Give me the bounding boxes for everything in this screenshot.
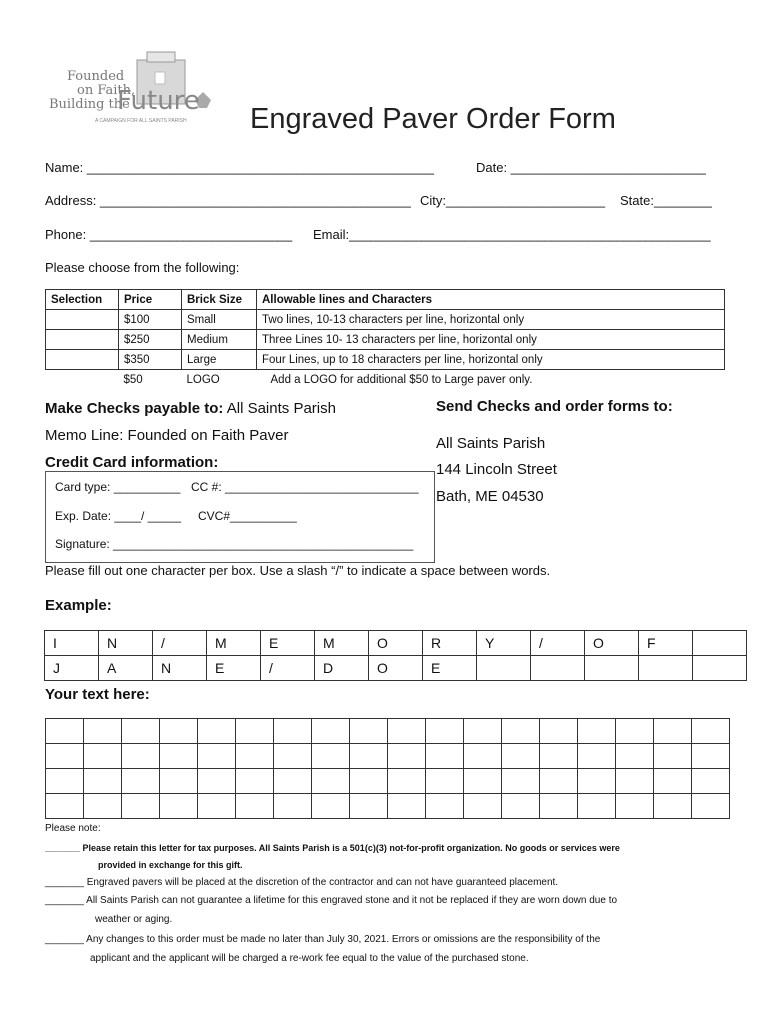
- checks-value: All Saints Parish: [226, 400, 336, 417]
- character-box[interactable]: [654, 744, 692, 769]
- character-box[interactable]: [464, 794, 502, 819]
- your-text-heading: Your text here:: [45, 686, 150, 703]
- character-box[interactable]: [502, 794, 540, 819]
- example-cell: A: [99, 656, 153, 681]
- header-allowable: Allowable lines and Characters: [257, 290, 725, 310]
- character-box[interactable]: [540, 794, 578, 819]
- example-grid: [44, 630, 747, 681]
- logo-line1: Founded: [67, 69, 125, 84]
- example-cell: [477, 656, 531, 681]
- character-box[interactable]: [122, 769, 160, 794]
- example-cell: /: [153, 631, 207, 656]
- character-box[interactable]: [46, 744, 84, 769]
- name-field[interactable]: Name: ________________________________________________: [45, 160, 434, 175]
- table-row: [46, 370, 725, 390]
- character-box[interactable]: [350, 719, 388, 744]
- state-field[interactable]: State:________: [620, 193, 712, 208]
- character-box[interactable]: [274, 719, 312, 744]
- address-field[interactable]: Address: ___________________________________________: [45, 193, 411, 208]
- character-box[interactable]: [46, 769, 84, 794]
- character-box[interactable]: [616, 719, 654, 744]
- character-box[interactable]: [198, 744, 236, 769]
- table-header-row: [46, 290, 725, 310]
- character-box[interactable]: [692, 744, 730, 769]
- character-box[interactable]: [388, 769, 426, 794]
- desc-cell: Three Lines 10- 13 characters per line, horizontal only: [257, 330, 725, 350]
- character-box[interactable]: [464, 744, 502, 769]
- character-box[interactable]: [198, 794, 236, 819]
- character-box[interactable]: [654, 794, 692, 819]
- desc-cell: Add a LOGO for additional $50 to Large paver only.: [270, 373, 533, 386]
- selection-cell-small[interactable]: [46, 310, 119, 330]
- example-heading: Example:: [45, 597, 112, 614]
- selection-cell-large[interactable]: [46, 350, 119, 370]
- your-text-row: [46, 769, 730, 794]
- character-box[interactable]: [198, 719, 236, 744]
- example-cell: R: [423, 631, 477, 656]
- signature-field[interactable]: Signature: _____________________________________________: [55, 537, 414, 551]
- example-cell: [639, 656, 693, 681]
- character-box[interactable]: [236, 744, 274, 769]
- price-cell: $50: [123, 373, 143, 386]
- price-cell: $100: [119, 310, 182, 330]
- your-text-row: [46, 794, 730, 819]
- desc-cell: Four Lines, up to 18 characters per line, horizontal only: [257, 350, 725, 370]
- character-box[interactable]: [122, 744, 160, 769]
- note-3-cont: weather or aging.: [95, 914, 173, 925]
- character-box[interactable]: [578, 769, 616, 794]
- price-cell: $250: [119, 330, 182, 350]
- example-cell: [531, 656, 585, 681]
- character-box[interactable]: [692, 719, 730, 744]
- example-cell: /: [261, 656, 315, 681]
- character-box[interactable]: [502, 769, 540, 794]
- logo-line2: on Faith,: [77, 83, 136, 98]
- memo-line: Memo Line: Founded on Faith Paver: [45, 427, 289, 444]
- example-cell: [585, 656, 639, 681]
- send-heading: Send Checks and order forms to:: [436, 398, 673, 415]
- table-row: [46, 310, 725, 330]
- table-row: [46, 350, 725, 370]
- character-box[interactable]: [388, 719, 426, 744]
- price-cell: $350: [119, 350, 182, 370]
- note-1: _______ Please retain this letter for tax purposes. All Saints Parish is a 501(c)(3) not-for-profit organization. No goods or services were: [45, 843, 620, 853]
- character-box[interactable]: [160, 719, 198, 744]
- character-box[interactable]: [654, 719, 692, 744]
- character-box[interactable]: [84, 769, 122, 794]
- email-field[interactable]: Email:__________________________________________________: [313, 227, 711, 242]
- character-box[interactable]: [502, 719, 540, 744]
- note-4: _______ Any changes to this order must be made no later than July 30, 2021. Errors or omissions are the responsibility of the: [45, 934, 601, 945]
- your-text-grid: [45, 718, 730, 819]
- character-box[interactable]: [350, 744, 388, 769]
- example-cell: N: [99, 631, 153, 656]
- your-text-row: [46, 744, 730, 769]
- character-box[interactable]: [464, 769, 502, 794]
- notes-heading: Please note:: [45, 823, 101, 834]
- character-box[interactable]: [692, 794, 730, 819]
- example-cell: N: [153, 656, 207, 681]
- desc-cell: Two lines, 10-13 characters per line, horizontal only: [257, 310, 725, 330]
- cc-heading: Credit Card information:: [45, 454, 219, 471]
- example-cell: [693, 656, 747, 681]
- note-2: _______ Engraved pavers will be placed at the discretion of the contractor and can not have guaranteed placement.: [45, 877, 559, 888]
- send-line2: 144 Lincoln Street: [436, 461, 557, 478]
- character-box[interactable]: [312, 769, 350, 794]
- example-cell: J: [45, 656, 99, 681]
- character-box[interactable]: [312, 744, 350, 769]
- example-cell: /: [531, 631, 585, 656]
- page-title: Engraved Paver Order Form: [250, 103, 616, 135]
- character-box[interactable]: [160, 769, 198, 794]
- character-box[interactable]: [84, 744, 122, 769]
- example-cell: [693, 631, 747, 656]
- example-cell: E: [423, 656, 477, 681]
- header-brick-size: Brick Size: [182, 290, 257, 310]
- note-3: _______ All Saints Parish can not guarantee a lifetime for this engraved stone and it not be replaced if they are worn down due to: [45, 895, 618, 906]
- character-box[interactable]: [312, 719, 350, 744]
- character-box[interactable]: [350, 794, 388, 819]
- note-4-cont: applicant and the applicant will be charged a re-work fee equal to the value of the purchased stone.: [90, 953, 529, 964]
- selection-cell-medium[interactable]: [46, 330, 119, 350]
- character-box[interactable]: [84, 719, 122, 744]
- choose-label: Please choose from the following:: [45, 260, 240, 275]
- example-cell: E: [261, 631, 315, 656]
- character-box[interactable]: [426, 719, 464, 744]
- example-cell: I: [45, 631, 99, 656]
- character-box[interactable]: [578, 794, 616, 819]
- note-1-cont: provided in exchange for this gift.: [98, 860, 243, 870]
- character-box[interactable]: [46, 794, 84, 819]
- city-field[interactable]: City:______________________: [420, 193, 606, 208]
- character-box[interactable]: [122, 794, 160, 819]
- send-line1: All Saints Parish: [436, 435, 546, 452]
- table-row: [46, 330, 725, 350]
- example-cell: Y: [477, 631, 531, 656]
- logo-tagline: A CAMPAIGN FOR ALL SAINTS PARISH: [95, 118, 187, 124]
- character-box[interactable]: [578, 719, 616, 744]
- checks-line: [45, 400, 336, 417]
- character-box[interactable]: [312, 794, 350, 819]
- size-cell: Small: [182, 310, 257, 330]
- character-box[interactable]: [46, 719, 84, 744]
- character-box[interactable]: [540, 719, 578, 744]
- character-box[interactable]: [426, 769, 464, 794]
- character-box[interactable]: [274, 769, 312, 794]
- character-box[interactable]: [388, 744, 426, 769]
- character-box[interactable]: [160, 744, 198, 769]
- logo: [45, 50, 220, 130]
- character-box[interactable]: [540, 744, 578, 769]
- character-box[interactable]: [502, 744, 540, 769]
- character-box[interactable]: [198, 769, 236, 794]
- size-cell: LOGO: [186, 373, 220, 386]
- card-type-field[interactable]: Card type: __________: [55, 480, 181, 494]
- example-cell: M: [315, 631, 369, 656]
- example-cell: D: [315, 656, 369, 681]
- example-cell: F: [639, 631, 693, 656]
- character-box[interactable]: [388, 794, 426, 819]
- example-cell: O: [585, 631, 639, 656]
- character-box[interactable]: [160, 794, 198, 819]
- character-box[interactable]: [616, 769, 654, 794]
- example-row-2: [45, 656, 747, 681]
- character-box[interactable]: [274, 794, 312, 819]
- phone-field[interactable]: Phone: ____________________________: [45, 227, 293, 242]
- exp-date-field[interactable]: Exp. Date: ____/ _____: [55, 509, 182, 523]
- your-text-row: [46, 719, 730, 744]
- date-field[interactable]: Date: ___________________________: [476, 160, 706, 175]
- logo-future: Future: [117, 86, 200, 116]
- character-box[interactable]: [236, 769, 274, 794]
- selection-table: [45, 289, 725, 389]
- character-box[interactable]: [274, 744, 312, 769]
- character-box[interactable]: [654, 769, 692, 794]
- character-box[interactable]: [540, 769, 578, 794]
- size-cell: Medium: [182, 330, 257, 350]
- character-box[interactable]: [84, 794, 122, 819]
- character-box[interactable]: [692, 769, 730, 794]
- example-cell: E: [207, 656, 261, 681]
- character-box[interactable]: [426, 744, 464, 769]
- example-cell: M: [207, 631, 261, 656]
- character-box[interactable]: [236, 719, 274, 744]
- example-row-1: [45, 631, 747, 656]
- size-cell: Large: [182, 350, 257, 370]
- logo-line3: Building the: [49, 97, 130, 112]
- send-line3: Bath, ME 04530: [436, 488, 544, 505]
- selection-cell-logo[interactable]: [46, 370, 119, 390]
- instructions: Please fill out one character per box. Use a slash “/” to indicate a space between words.: [45, 563, 551, 578]
- character-box[interactable]: [578, 744, 616, 769]
- header-selection: Selection: [46, 290, 119, 310]
- example-cell: O: [369, 631, 423, 656]
- character-box[interactable]: [616, 794, 654, 819]
- character-box[interactable]: [426, 794, 464, 819]
- character-box[interactable]: [350, 769, 388, 794]
- example-cell: O: [369, 656, 423, 681]
- character-box[interactable]: [616, 744, 654, 769]
- character-box[interactable]: [122, 719, 160, 744]
- header-price: Price: [119, 290, 182, 310]
- credit-card-box: [45, 471, 435, 563]
- character-box[interactable]: [464, 719, 502, 744]
- character-box[interactable]: [236, 794, 274, 819]
- cvc-field[interactable]: CVC#__________: [198, 509, 297, 523]
- cc-number-field[interactable]: CC #: _____________________________: [191, 480, 419, 494]
- checks-label: Make Checks payable to:: [45, 400, 224, 417]
